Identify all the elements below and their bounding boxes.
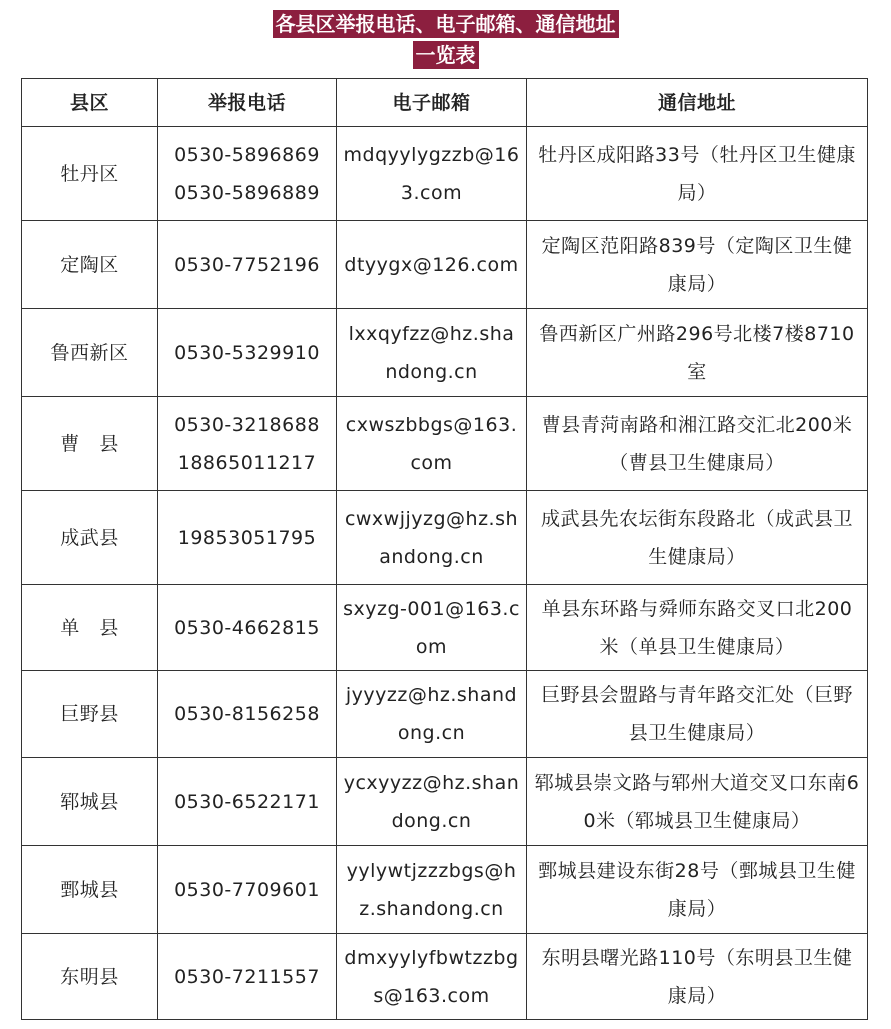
table-row	[22, 671, 868, 758]
phone-number: 19853051795	[177, 526, 317, 549]
table-row	[22, 491, 868, 585]
email-cell: dtyygx@126.com	[337, 221, 527, 309]
county-cell: 单 县	[22, 585, 158, 671]
county-cell: 曹 县	[22, 397, 158, 491]
header-email: 电子邮箱	[337, 79, 527, 127]
title-line-1: 各县区举报电话、电子邮箱、通信地址	[273, 10, 619, 38]
header-county: 县区	[22, 79, 158, 127]
county-cell: 郓城县	[22, 758, 158, 846]
email-cell: ycxyyzz@hz.shandong.cn	[337, 758, 527, 846]
address-cell: 郓城县崇文路与郓州大道交叉口东南60米（郓城县卫生健康局）	[527, 758, 868, 846]
address-cell: 牡丹区成阳路33号（牡丹区卫生健康局）	[527, 127, 868, 221]
phone-cell	[158, 127, 337, 221]
report-contact-table	[21, 78, 868, 1020]
phone-number: 0530-5329910	[174, 341, 320, 364]
phone-number: 0530-7709601	[174, 878, 320, 901]
table-row	[22, 397, 868, 491]
address-cell: 定陶区范阳路839号（定陶区卫生健康局）	[527, 221, 868, 309]
county-cell: 东明县	[22, 934, 158, 1020]
county-cell: 鄄城县	[22, 846, 158, 934]
county-cell: 鲁西新区	[22, 309, 158, 397]
phone-cell	[158, 758, 337, 846]
title-line-2: 一览表	[413, 41, 479, 69]
phone-number: 0530-8156258	[174, 703, 320, 725]
email-cell: lxxqyfzz@hz.shandong.cn	[337, 309, 527, 397]
email-cell: jyyyzz@hz.shandong.cn	[337, 671, 527, 758]
address-cell: 成武县先农坛街东段路北（成武县卫生健康局）	[527, 491, 868, 585]
phone-cell	[158, 846, 337, 934]
county-cell: 巨野县	[22, 671, 158, 758]
email-cell: mdqyylygzzb@163.com	[337, 127, 527, 221]
table-row	[22, 221, 868, 309]
address-cell: 单县东环路与舜师东路交叉口北200米（单县卫生健康局）	[527, 585, 868, 671]
table-header-row	[22, 79, 868, 127]
phone-number: 0530-3218688	[174, 413, 320, 436]
phone-cell	[158, 309, 337, 397]
county-cell: 定陶区	[22, 221, 158, 309]
phone-number: 0530-5896869	[174, 143, 320, 166]
county-cell: 成武县	[22, 491, 158, 585]
phone-cell	[158, 491, 337, 585]
address-cell: 鄄城县建设东街28号（鄄城县卫生健康局）	[527, 846, 868, 934]
address-cell: 鲁西新区广州路296号北楼7楼8710室	[527, 309, 868, 397]
phone-number: 0530-5896889	[174, 181, 320, 204]
table-row	[22, 758, 868, 846]
phone-number: 0530-4662815	[174, 616, 320, 639]
email-cell: dmxyylyfbwtzzbgs@163.com	[337, 934, 527, 1020]
table-row	[22, 309, 868, 397]
header-phone: 举报电话	[158, 79, 337, 127]
table-row	[22, 846, 868, 934]
address-cell: 巨野县会盟路与青年路交汇处（巨野县卫生健康局）	[527, 671, 868, 758]
email-cell: cxwszbbgs@163.com	[337, 397, 527, 491]
phone-number: 0530-7752196	[174, 253, 320, 276]
phone-cell	[158, 671, 337, 758]
address-cell: 东明县曙光路110号（东明县卫生健康局）	[527, 934, 868, 1020]
table-row	[22, 585, 868, 671]
email-cell: yylywtjzzzbgs@hz.shandong.cn	[337, 846, 527, 934]
address-cell: 曹县青菏南路和湘江路交汇北200米（曹县卫生健康局）	[527, 397, 868, 491]
phone-cell	[158, 397, 337, 491]
header-address: 通信地址	[527, 79, 868, 127]
county-cell: 牡丹区	[22, 127, 158, 221]
table-row	[22, 127, 868, 221]
table-row	[22, 934, 868, 1020]
phone-number: 0530-7211557	[174, 965, 320, 988]
email-cell: cwxwjjyzg@hz.shandong.cn	[337, 491, 527, 585]
phone-number: 0530-6522171	[174, 790, 320, 813]
email-cell: sxyzg-001@163.com	[337, 585, 527, 671]
phone-cell	[158, 221, 337, 309]
phone-cell	[158, 585, 337, 671]
document-title	[0, 10, 891, 69]
phone-number: 18865011217	[177, 451, 317, 474]
phone-cell	[158, 934, 337, 1020]
